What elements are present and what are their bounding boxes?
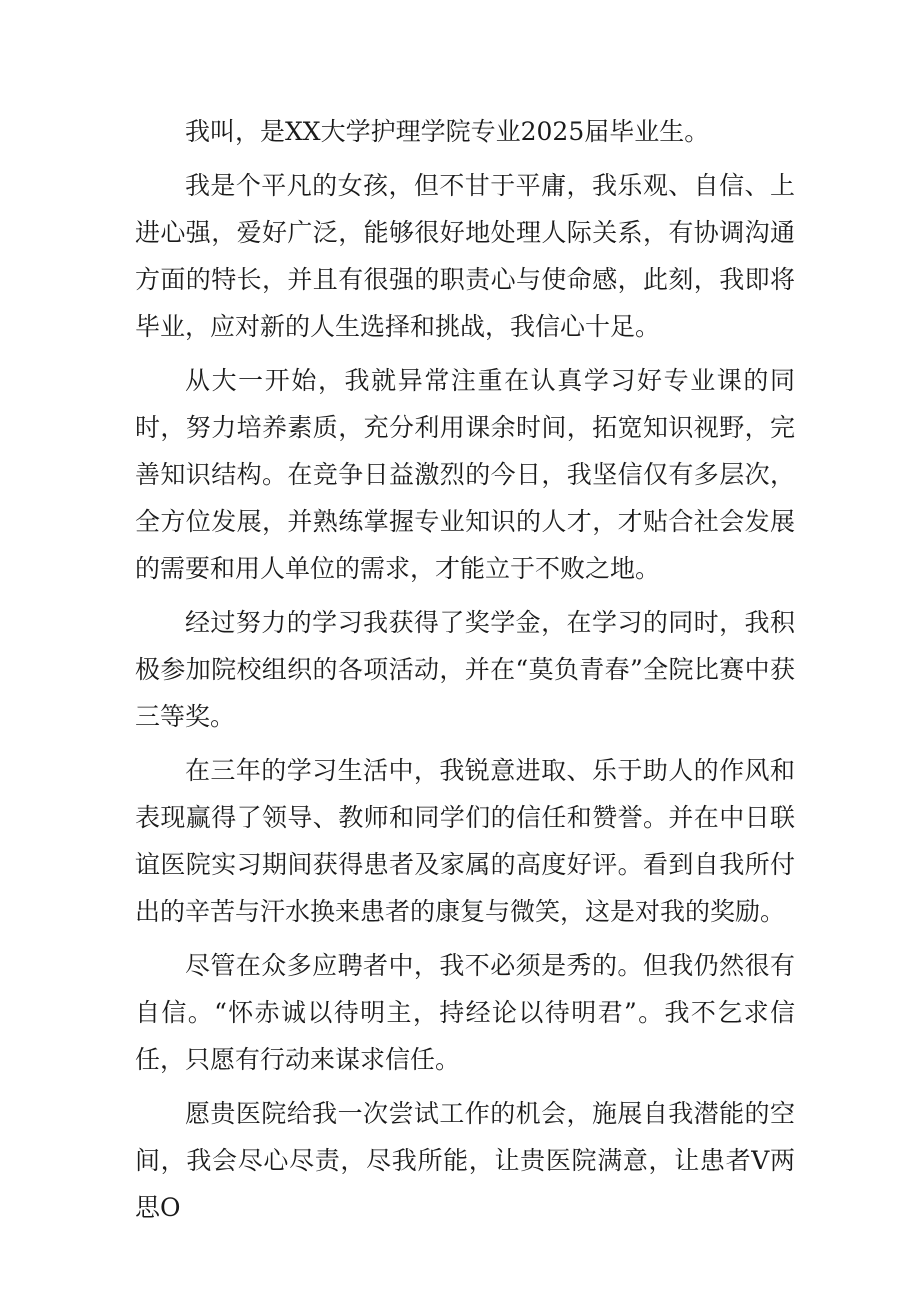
paragraph-study: 从大一开始，我就异常注重在认真学习好专业课的同时，努力培养素质，充分利用课余时间，拓宽知识视野，完善知识结构。在竞争日益激烈的今日，我坚信仅有多层次，全方位发展，并熟练掌握专业知识的人才，才贴合社会发展的需要和用人单位的需求，才能立于不败之地。 [135, 366, 795, 583]
paragraph-personality: 我是个平凡的女孩，但不甘于平庸，我乐观、自信、上进心强，爱好广泛，能够很好地处理人际关系，有协调沟通方面的特长，并且有很强的职责心与使命感，此刻，我即将毕业，应对新的人生选择和挑战，我信心十足。 [135, 171, 795, 341]
document-body [135, 108, 795, 1238]
paragraph-intro: 我叫，是XX大学护理学院专业2025届毕业生。 [185, 117, 710, 146]
paragraph-awards: 经过努力的学习我获得了奖学金，在学习的同时，我积极参加院校组织的各项活动，并在“莫负青春”全院比赛中获三等奖。 [135, 608, 795, 731]
paragraph-internship: 在三年的学习生活中，我锐意进取、乐于助人的作风和表现赢得了领导、教师和同学们的信任和赞誉。并在中日联谊医院实习期间获得患者及家属的高度好评。看到自我所付出的辛苦与汗水换来患者的康复与微笑，这是对我的奖励。 [135, 756, 795, 926]
paragraph-request: 愿贵医院给我一次尝试工作的机会，施展自我潜能的空间，我会尽心尽责，尽我所能，让贵医院满意，让患者V两思O [135, 1099, 795, 1222]
paragraph-confidence: 尽管在众多应聘者中，我不必须是秀的。但我仍然很有自信。“怀赤诚以待明主，持经论以待明君”。我不乞求信任，只愿有行动来谋求信任。 [135, 951, 795, 1074]
